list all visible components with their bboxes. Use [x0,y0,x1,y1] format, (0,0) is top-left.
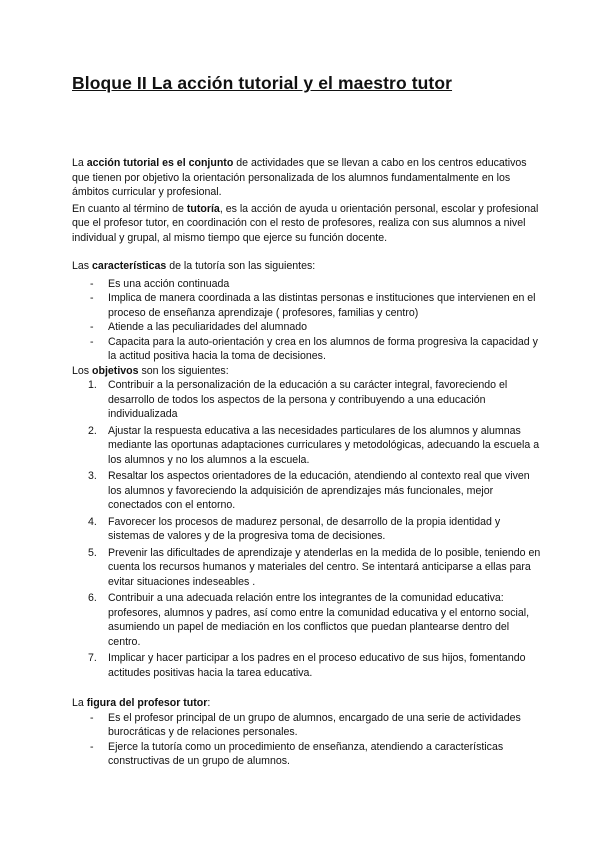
item-text: Prevenir las dificultades de aprendizaje y atenderlas en la medida de lo posible, teniendo en cuenta los recursos humanos y materiales del centro. Se intentará anticiparse a ellas para evitar situaciones indeseables . [108,546,541,588]
list-item: - Es una acción continuada [72,277,542,292]
objetivos-lead-post: son los siguientes: [138,364,229,377]
list-item: - Atiende a las peculiaridades del alumnado [72,320,542,335]
caracteristicas-lead-post: de la tutoría son las siguientes: [166,260,316,272]
item-number: 7. [88,652,97,664]
item-number: 4. [88,515,97,528]
list-item [72,546,542,590]
caracteristicas-list [72,277,542,364]
item-number: 2. [88,424,97,437]
item-number: 5. [88,546,97,559]
intro-p1-bold: acción tutorial es el conjunto [86,157,234,169]
list-item [72,515,542,544]
item-text: Contribuir a la personalización de la educación a su carácter integral, favoreciendo el desarrollo de todos los aspectos de la persona y contribuyendo a una educación individualizada [108,379,508,420]
item-text: Ajustar la respuesta educativa a las necesidades particulares de los alumnos y alumnas mediante las oportunas adaptaciones curriculares y metodológicas, adecuando la escuela a los alumnos y no los alumnos a la escuela. [108,424,540,466]
list-item [72,469,542,513]
intro-p2-bold: tutoría [186,202,220,215]
item-text: Favorecer los procesos de madurez personal, de desarrollo de la propia identidad y sistemas de valores y de la progresiva toma de decisiones. [108,515,501,542]
intro-paragraph-2 [72,202,542,246]
intro-p1-post: de actividades que se llevan a cabo en los centros educativos que tienen por objetivo la orientación personalizada de los alumnos fundamentalmente en los ámbitos curricular y profesional. [72,157,527,198]
figura-lead-post: : [207,697,211,709]
intro-p2-pre: En cuanto al término de [72,202,187,215]
caracteristicas-lead [72,259,542,274]
list-item [72,591,542,649]
intro-p2-post: , es la acción de ayuda u orientación personal, escolar y profesional que el profesor tutor, en coordinación con el resto de profesores, realiza con sus alumnos a nivel individual y grupal, al mismo tiempo que ejerce su función docente. [72,202,539,244]
intro-paragraph-1 [72,156,542,200]
figura-list [72,711,542,769]
intro-p1-pre: La [72,157,87,169]
item-number: 3. [88,470,97,482]
item-text: Contribuir a una adecuada relación entre los integrantes de la comunidad educativa: profesores, alumnos y padres, así como entre la comunidad educativa y el entorno social, asumiendo un papel de mediación en los conflictos que puedan plantearse dentro del centro. [108,592,530,648]
objetivos-lead [72,364,542,379]
figura-lead-bold: figura del profesor tutor [86,697,208,709]
item-text: Implicar y hacer participar a los padres en el proceso educativo de sus hijos, fomentando actitudes positivas hacia la tarea educativa. [108,652,526,679]
page-title: Bloque II La acción tutorial y el maestro tutor [72,73,453,93]
item-number: 1. [88,379,97,391]
caracteristicas-lead-bold: características [92,260,167,272]
figura-lead-pre: La [72,697,87,709]
document-body [72,156,542,769]
list-item [72,651,542,680]
list-item: - Capacita para la auto-orientación y crea en los alumnos de forma progresiva la capacidad y la actitud positiva hacia la toma de decisiones. [72,335,542,364]
objetivos-lead-pre: Los [72,364,93,377]
objetivos-list [72,378,542,680]
list-item: - Es el profesor principal de un grupo de alumnos, encargado de una serie de actividades burocráticas y de relaciones personales. [72,711,542,740]
item-text: Resaltar los aspectos orientadores de la educación, atendiendo al contexto real que viven los alumnos y favoreciendo la adquisición de aprendizajes más funcionales, mejor conectados con el entorno. [108,470,530,511]
list-item [72,378,542,422]
list-item: - Implica de manera coordinada a las distintas personas e instituciones que intervienen en el proceso de enseñanza aprendizaje ( profesores, familias y centro) [72,291,542,320]
list-item: - Ejerce la tutoría como un procedimiento de enseñanza, atendiendo a características constructivas de un grupo de alumnos. [72,740,542,769]
objetivos-lead-bold: objetivos [92,364,139,377]
caracteristicas-lead-pre: Las [72,260,93,272]
figura-lead [72,696,542,711]
list-item [72,424,542,468]
item-number: 6. [88,592,97,604]
